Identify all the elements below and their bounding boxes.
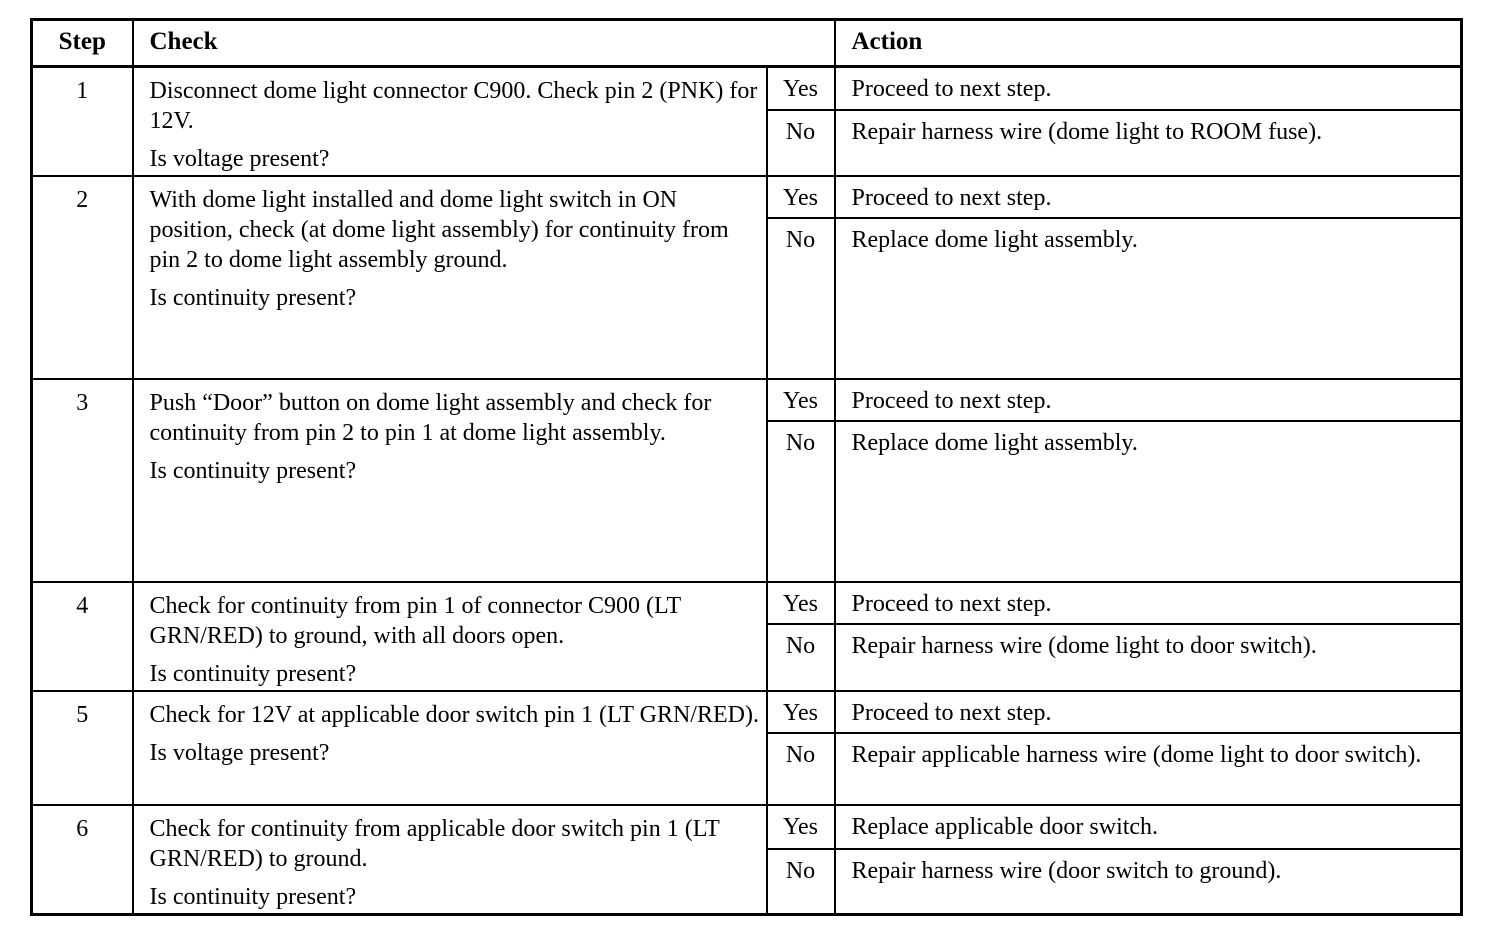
step-header: Step [32, 20, 133, 67]
check-header: Check [133, 20, 835, 67]
no-label: No [767, 421, 835, 582]
step-number: 4 [32, 582, 133, 691]
check-cell [133, 379, 767, 582]
yes-action: Proceed to next step. [835, 379, 1462, 421]
yes-action: Proceed to next step. [835, 176, 1462, 218]
step-6-yes-row [32, 805, 1462, 849]
yes-action: Proceed to next step. [835, 67, 1462, 111]
check-cell [133, 691, 767, 806]
check-cell [133, 67, 767, 176]
yes-label: Yes [767, 67, 835, 111]
yes-label: Yes [767, 691, 835, 733]
step-2-yes-row [32, 176, 1462, 218]
no-action: Repair harness wire (door switch to ground). [835, 849, 1462, 914]
check-question: Is continuity present? [149, 884, 357, 911]
header-row [32, 20, 1462, 67]
yes-label: Yes [767, 176, 835, 218]
step-3-yes-row [32, 379, 1462, 421]
check-question: Is continuity present? [149, 457, 357, 484]
check-cell [133, 582, 767, 691]
no-label: No [767, 733, 835, 805]
yes-action: Replace applicable door switch. [835, 805, 1462, 849]
no-action: Repair harness wire (dome light to ROOM fuse). [835, 110, 1462, 176]
check-text: With dome light installed and dome light switch in ON position, check (at dome light assembly) for continuity from pin 2 to dome light assembly ground. [149, 186, 729, 273]
step-number: 1 [32, 67, 133, 176]
check-text: Check for 12V at applicable door switch pin 1 (LT GRN/RED). [149, 701, 759, 728]
step-number: 2 [32, 176, 133, 379]
no-label: No [767, 110, 835, 176]
step-5-yes-row [32, 691, 1462, 733]
yes-label: Yes [767, 379, 835, 421]
check-text: Disconnect dome light connector C900. Check pin 2 (PNK) for 12V. [149, 78, 758, 134]
check-text: Check for continuity from pin 1 of connector C900 (LT GRN/RED) to ground, with all doors open. [149, 592, 681, 649]
check-question: Is continuity present? [149, 660, 357, 687]
check-cell [133, 805, 767, 914]
step-number: 6 [32, 805, 133, 914]
no-label: No [767, 218, 835, 379]
check-cell [133, 176, 767, 379]
no-action: Replace dome light assembly. [835, 218, 1462, 379]
check-question: Is voltage present? [149, 146, 330, 172]
step-4-yes-row [32, 582, 1462, 624]
no-label: No [767, 849, 835, 914]
yes-action: Proceed to next step. [835, 691, 1462, 733]
no-action: Repair harness wire (dome light to door switch). [835, 624, 1462, 690]
check-text: Push “Door” button on dome light assembly and check for continuity from pin 2 to pin 1 at dome light assembly. [149, 389, 712, 446]
step-number: 3 [32, 379, 133, 582]
check-question: Is continuity present? [149, 284, 357, 311]
step-number: 5 [32, 691, 133, 806]
no-action: Replace dome light assembly. [835, 421, 1462, 582]
action-header: Action [835, 20, 1462, 67]
no-label: No [767, 624, 835, 690]
yes-action: Proceed to next step. [835, 582, 1462, 624]
yes-label: Yes [767, 582, 835, 624]
no-action: Repair applicable harness wire (dome light to door switch). [835, 733, 1462, 805]
diagnostic-table [30, 18, 1463, 916]
check-question: Is voltage present? [149, 739, 330, 766]
yes-label: Yes [767, 805, 835, 849]
step-1-yes-row [32, 67, 1462, 111]
check-text: Check for continuity from applicable door switch pin 1 (LT GRN/RED) to ground. [149, 816, 720, 873]
